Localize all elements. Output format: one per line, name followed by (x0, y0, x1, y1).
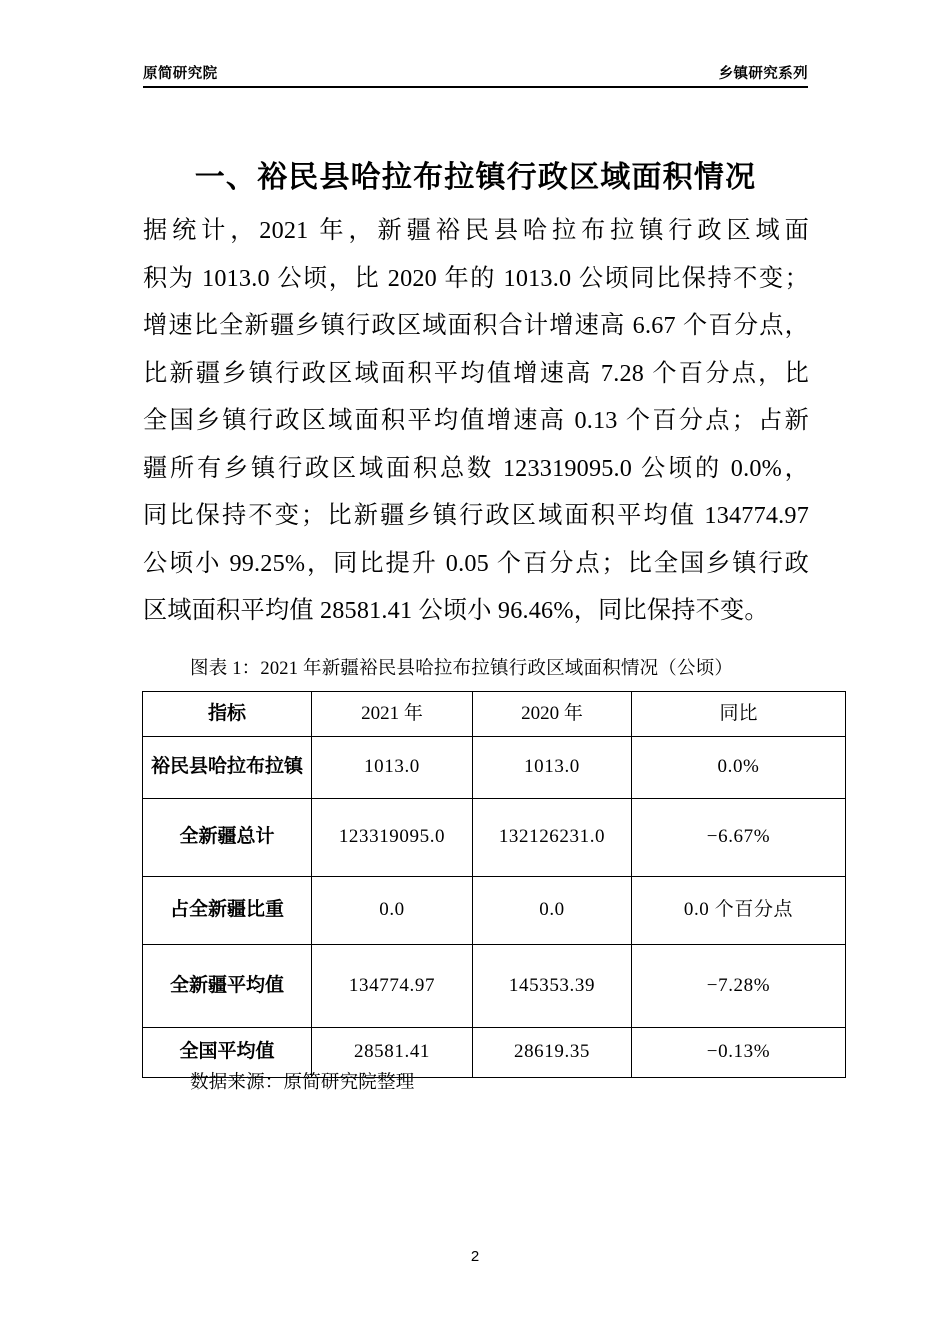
cell-2021: 1013.0 (312, 737, 473, 799)
table-row (143, 799, 846, 877)
row-label: 全国平均值 (143, 1028, 312, 1078)
cell-2020: 28619.35 (473, 1028, 632, 1078)
table-caption: 图表 1：2021 年新疆裕民县哈拉布拉镇行政区域面积情况（公顷） (190, 659, 734, 679)
body-line: 区域面积平均值 28581.41 公顷小 96.46%，同比保持不变。 (143, 597, 769, 624)
cell-2020: 132126231.0 (473, 799, 632, 877)
body-paragraph (143, 207, 809, 635)
area-statistics-table (142, 691, 846, 1078)
cell-yoy: 0.0 个百分点 (632, 877, 846, 945)
body-line: 比新疆乡镇行政区域面积平均值增速高 7.28 个百分点，比 (143, 359, 809, 387)
header-right-text: 乡镇研究系列 (718, 66, 808, 82)
cell-yoy: −6.67% (632, 799, 846, 877)
data-table-container (142, 691, 809, 1078)
table-row (143, 877, 846, 945)
table-header-cell-2021: 2021 年 (312, 692, 473, 737)
page-number: 2 (470, 1248, 480, 1265)
cell-2021: 134774.97 (312, 945, 473, 1028)
cell-yoy: −0.13% (632, 1028, 846, 1078)
body-line: 积为 1013.0 公顷，比 2020 年的 1013.0 公顷同比保持不变； (143, 264, 809, 292)
table-source-note: 数据来源：原简研究院整理 (190, 1073, 415, 1093)
cell-2020: 145353.39 (473, 945, 632, 1028)
row-label: 全新疆总计 (143, 799, 312, 877)
body-line: 公顷小 99.25%，同比提升 0.05 个百分点；比全国乡镇行政 (143, 549, 809, 577)
cell-yoy: 0.0% (632, 737, 846, 799)
header-left-text: 原简研究院 (143, 66, 218, 82)
body-line: 同比保持不变；比新疆乡镇行政区域面积平均值 134774.97 (143, 502, 809, 529)
body-line: 全国乡镇行政区域面积平均值增速高 0.13 个百分点；占新 (143, 407, 809, 434)
cell-2020: 0.0 (473, 877, 632, 945)
table-row (143, 737, 846, 799)
cell-yoy: −7.28% (632, 945, 846, 1028)
section-heading: 一、裕民县哈拉布拉镇行政区域面积情况 (194, 161, 757, 195)
cell-2021: 123319095.0 (312, 799, 473, 877)
cell-2021: 28581.41 (312, 1028, 473, 1078)
table-header-cell-2020: 2020 年 (473, 692, 632, 737)
row-label: 占全新疆比重 (143, 877, 312, 945)
table-row (143, 945, 846, 1028)
row-label: 全新疆平均值 (143, 945, 312, 1028)
body-line: 增速比全新疆乡镇行政区域面积合计增速高 6.67 个百分点， (143, 312, 809, 339)
table-header-cell-indicator: 指标 (143, 692, 312, 737)
page-running-header (143, 66, 808, 88)
cell-2021: 0.0 (312, 877, 473, 945)
row-label: 裕民县哈拉布拉镇 (143, 737, 312, 799)
table-header-row (143, 692, 846, 737)
body-line: 疆所有乡镇行政区域面积总数 123319095.0 公顷的 0.0%， (143, 454, 809, 482)
table-header-cell-yoy: 同比 (632, 692, 846, 737)
body-line: 据统计，2021 年，新疆裕民县哈拉布拉镇行政区域面 (143, 217, 809, 244)
cell-2020: 1013.0 (473, 737, 632, 799)
